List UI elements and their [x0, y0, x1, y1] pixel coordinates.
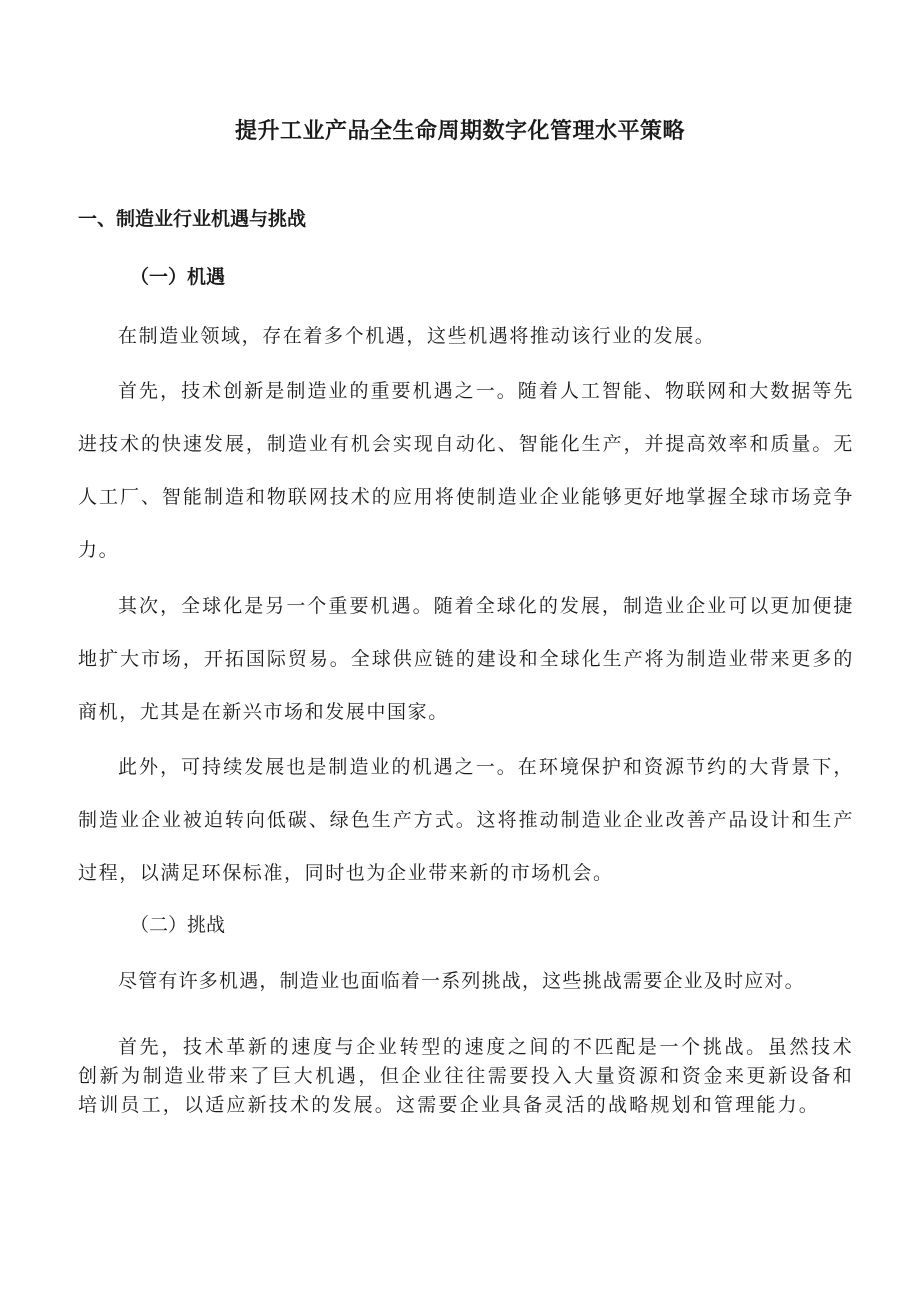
paragraph-technology-mismatch: 首先，技术革新的速度与企业转型的速度之间的不匹配是一个挑战。虽然技术创新为制造业带来了巨大机遇，但企业往往需要投入大量资源和资金来更新设备和培训员工，以适应新技术的发展。这需要企业具备灵活的战略规划和管理能力。 [78, 1036, 854, 1116]
subsection-heading-challenges: （二）挑战 [130, 914, 226, 936]
paragraph-sustainability: 此外，可持续发展也是制造业的机遇之一。在环境保护和资源节约的大背景下，制造业企业被迫转向低碳、绿色生产方式。这将推动制造业企业改善产品设计和生产过程，以满足环保标准，同时也为企业带来新的市场机会。 [78, 756, 854, 884]
section-heading: 一、制造业行业机遇与挑战 [78, 208, 307, 230]
paragraph-technology-innovation: 首先，技术创新是制造业的重要机遇之一。随着人工智能、物联网和大数据等先进技术的快速发展，制造业有机会实现自动化、智能化生产，并提高效率和质量。无人工厂、智能制造和物联网技术的应用将使制造业企业能够更好地掌握全球市场竞争力。 [78, 380, 854, 561]
paragraph-globalization: 其次，全球化是另一个重要机遇。随着全球化的发展，制造业企业可以更加便捷地扩大市场，开拓国际贸易。全球供应链的建设和全球化生产将为制造业带来更多的商机，尤其是在新兴市场和发展中国家。 [78, 595, 854, 723]
subsection-heading-opportunities: （一）机遇 [130, 266, 226, 288]
document-title: 提升工业产品全生命周期数字化管理水平策略 [234, 119, 685, 144]
paragraph-challenges-intro: 尽管有许多机遇，制造业也面临着一系列挑战，这些挑战需要企业及时应对。 [118, 970, 805, 992]
paragraph-opportunities-intro: 在制造业领域，存在着多个机遇，这些机遇将推动该行业的发展。 [118, 325, 716, 347]
